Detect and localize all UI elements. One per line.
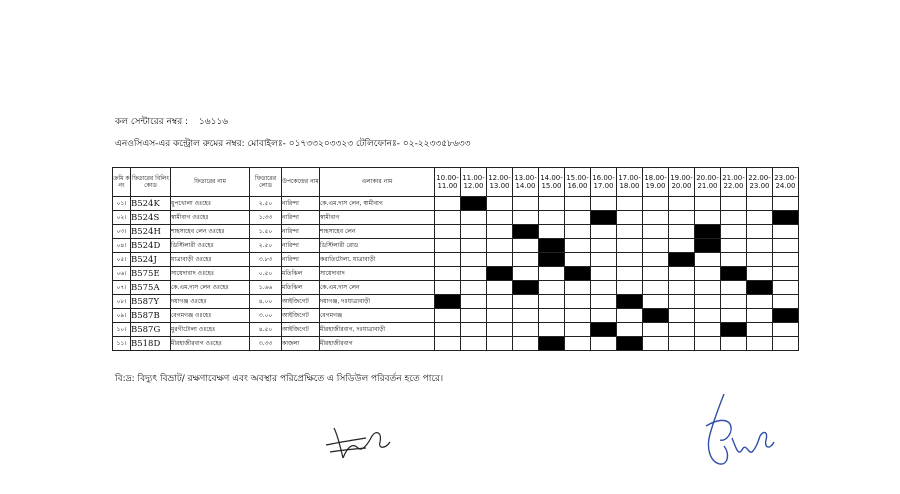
shedding-slot (435, 337, 461, 351)
shedding-slot (695, 197, 721, 211)
area-name: করাতিটোলা, যাত্রাবাড়ী (320, 253, 435, 267)
row-sl: ০৯। (113, 309, 131, 323)
division-name: নারিন্দা (282, 253, 320, 267)
shedding-slot (435, 323, 461, 337)
shedding-slot (747, 253, 773, 267)
row-sl: ০৪। (113, 239, 131, 253)
shedding-slot (487, 211, 513, 225)
shedding-slot (643, 197, 669, 211)
row-sl: ০৫। (113, 253, 131, 267)
call-center-line (115, 114, 228, 129)
shedding-slot (591, 197, 617, 211)
table-row (113, 309, 799, 323)
shedding-slot-filled (513, 225, 539, 239)
division-name: মতিঝিল (282, 281, 320, 295)
shedding-slot (721, 197, 747, 211)
call-center-label: কল সেন্টারের নম্বর : (115, 117, 189, 127)
shedding-slot (487, 225, 513, 239)
feeder-code: B587B (131, 309, 171, 323)
shedding-slot (565, 295, 591, 309)
shedding-slot (487, 309, 513, 323)
shedding-slot (643, 337, 669, 351)
feeder-code: B518D (131, 337, 171, 351)
shedding-slot (617, 323, 643, 337)
shedding-slot (513, 267, 539, 281)
shedding-slot-filled (747, 281, 773, 295)
shedding-slot (721, 225, 747, 239)
shedding-slot (461, 295, 487, 309)
feeder-load: ৪.০০ (250, 295, 282, 309)
shedding-slot (721, 281, 747, 295)
shedding-slot (539, 197, 565, 211)
shedding-slot (773, 281, 799, 295)
hour-header: 20.00-21.00 (695, 168, 721, 197)
feeder-name: ধুপখোলা ওঃহেঃ (171, 197, 250, 211)
feeder-load: ০.৫০ (250, 267, 282, 281)
shedding-slot (643, 211, 669, 225)
area-name: সায়েদাবাদ (320, 267, 435, 281)
shedding-slot (695, 267, 721, 281)
shedding-slot (435, 267, 461, 281)
feeder-name: বেগমগঞ্জ ওঃহেঃ (171, 309, 250, 323)
shedding-slot (513, 239, 539, 253)
feeder-name: দয়াগঞ্জ ওঃহেঃ (171, 295, 250, 309)
shedding-slot (617, 225, 643, 239)
table-header-row (113, 168, 799, 197)
shedding-slot (435, 225, 461, 239)
control-room-line: এনওসিএস-এর কন্ট্রোল রুমের নম্বর: মোবাইলঃ- ০১৭৩৩২০৩৩২৩ টেলিফোনঃ- ০২-২২৩৩৫৮৬৩৩ (115, 139, 471, 149)
hour-header: 10.00-11.00 (435, 168, 461, 197)
shedding-slot (617, 197, 643, 211)
shedding-slot (669, 267, 695, 281)
shedding-slot-filled (617, 337, 643, 351)
shedding-slot (539, 211, 565, 225)
shedding-slot (565, 337, 591, 351)
shedding-slot (591, 239, 617, 253)
shedding-slot (747, 225, 773, 239)
row-sl: ০১। (113, 197, 131, 211)
shedding-slot-filled (721, 323, 747, 337)
shedding-slot (513, 197, 539, 211)
shedding-slot-filled (461, 197, 487, 211)
shedding-slot (747, 295, 773, 309)
shedding-slot (461, 211, 487, 225)
feeder-load: ৩.৮৩ (250, 253, 282, 267)
row-sl: ০৩। (113, 225, 131, 239)
hour-header: 22.00-23.00 (747, 168, 773, 197)
shedding-slot (565, 253, 591, 267)
hour-header: 23.00-24.00 (773, 168, 799, 197)
area-name: মীরহাজীরবাগ, দঃযাত্রাবাড়ী (320, 323, 435, 337)
shedding-slot (539, 323, 565, 337)
hour-header: 11.00-12.00 (461, 168, 487, 197)
shedding-slot (435, 239, 461, 253)
shedding-slot-filled (539, 239, 565, 253)
shedding-slot-filled (591, 323, 617, 337)
area-name: ডিস্টিলারী রোড (320, 239, 435, 253)
shedding-slot (617, 253, 643, 267)
table-row (113, 295, 799, 309)
feeder-name: যাত্রাবাড়ী ওঃহেঃ (171, 253, 250, 267)
shedding-slot (721, 253, 747, 267)
shedding-slot (643, 281, 669, 295)
feeder-name: ডিস্টিলারী ওঃহেঃ (171, 239, 250, 253)
row-sl: ০৮। (113, 295, 131, 309)
hour-header: 13.00-14.00 (513, 168, 539, 197)
hour-header: 19.00-20.00 (669, 168, 695, 197)
shedding-slot (669, 337, 695, 351)
load-shedding-table (112, 167, 799, 351)
shedding-slot (513, 295, 539, 309)
hour-header: 18.00-19.00 (643, 168, 669, 197)
area-name: শাহসাহেব লেন (320, 225, 435, 239)
area-name: দয়াগঞ্জ, দঃযাত্রাবাড়ী (320, 295, 435, 309)
shedding-slot (591, 281, 617, 295)
col-name-header: ফিডারের নাম (171, 168, 250, 197)
division-name: নারিন্দা (282, 197, 320, 211)
table-row (113, 211, 799, 225)
shedding-slot (643, 239, 669, 253)
note-text: বি:দ্র: বিদ্যুৎ বিভ্রাট/ রক্ষণাবেক্ষণ এবং অবস্থার পরিপ্রেক্ষিতে এ সিডিউল পরিবর্তন হতে পারে। (115, 374, 444, 384)
shedding-slot (773, 197, 799, 211)
shedding-slot-filled (695, 225, 721, 239)
feeder-name: শাহসাহেব লেন ওঃহেঃ (171, 225, 250, 239)
shedding-slot (721, 337, 747, 351)
shedding-slot (487, 281, 513, 295)
shedding-slot (539, 295, 565, 309)
shedding-slot (747, 239, 773, 253)
shedding-slot (669, 295, 695, 309)
shedding-slot (487, 253, 513, 267)
shedding-slot (721, 295, 747, 309)
signature-icon (320, 418, 410, 463)
shedding-slot (487, 337, 513, 351)
shedding-slot-filled (695, 239, 721, 253)
shedding-slot (669, 197, 695, 211)
shedding-slot (513, 323, 539, 337)
shedding-slot (513, 337, 539, 351)
feeder-load: ২.৫০ (250, 197, 282, 211)
feeder-code: B524J (131, 253, 171, 267)
feeder-name: স্বামীবাগ ওঃহেঃ (171, 211, 250, 225)
shedding-slot (643, 225, 669, 239)
area-name: বেগমগঞ্জ (320, 309, 435, 323)
shedding-slot-filled (539, 253, 565, 267)
feeder-code: B524K (131, 197, 171, 211)
shedding-slot (461, 337, 487, 351)
shedding-slot (669, 239, 695, 253)
shedding-slot (435, 281, 461, 295)
hour-header: 12.00-13.00 (487, 168, 513, 197)
shedding-slot (461, 281, 487, 295)
shedding-slot (435, 253, 461, 267)
feeder-code: B575A (131, 281, 171, 295)
table-row (113, 267, 799, 281)
shedding-slot-filled (617, 295, 643, 309)
row-sl: ০৭। (113, 281, 131, 295)
shedding-slot (617, 267, 643, 281)
feeder-code: B575E (131, 267, 171, 281)
hour-header: 16.00-17.00 (591, 168, 617, 197)
shedding-slot (695, 323, 721, 337)
shedding-slot (773, 337, 799, 351)
shedding-slot (669, 309, 695, 323)
feeder-load: ১.৩৩ (250, 211, 282, 225)
division-name: কাজলা (282, 337, 320, 351)
shedding-slot (643, 295, 669, 309)
shedding-slot (435, 309, 461, 323)
shedding-slot (591, 337, 617, 351)
col-sl-header: ক্রমি ক নং (113, 168, 131, 197)
shedding-slot (617, 239, 643, 253)
shedding-slot (539, 267, 565, 281)
shedding-slot (773, 267, 799, 281)
row-sl: ১১। (113, 337, 131, 351)
shedding-slot (565, 197, 591, 211)
shedding-slot-filled (591, 211, 617, 225)
feeder-name: মীরহাজীরবাগ ওঃহেঃ (171, 337, 250, 351)
division-name: নারিন্দা (282, 211, 320, 225)
shedding-slot (643, 267, 669, 281)
division-name: আইজিগেট (282, 309, 320, 323)
shedding-slot (669, 211, 695, 225)
shedding-slot-filled (721, 267, 747, 281)
shedding-slot (539, 281, 565, 295)
col-division-header: উপকেন্দ্রের নাম (282, 168, 320, 197)
table-row (113, 225, 799, 239)
shedding-slot (747, 197, 773, 211)
shedding-slot (695, 211, 721, 225)
shedding-slot-filled (643, 309, 669, 323)
shedding-slot (747, 323, 773, 337)
feeder-code: B524D (131, 239, 171, 253)
shedding-slot-filled (435, 295, 461, 309)
shedding-slot (721, 309, 747, 323)
shedding-slot (747, 309, 773, 323)
shedding-slot (461, 309, 487, 323)
shedding-slot (565, 323, 591, 337)
area-name: কে.এম.দাস লেন, স্বামীবাগ (320, 197, 435, 211)
shedding-slot (617, 281, 643, 295)
row-sl: ০২। (113, 211, 131, 225)
shedding-slot (695, 295, 721, 309)
shedding-slot (721, 239, 747, 253)
col-load-header: ফিডারের লোড (250, 168, 282, 197)
shedding-slot (565, 309, 591, 323)
shedding-slot (591, 267, 617, 281)
table-row (113, 239, 799, 253)
feeder-load: ৩.০০ (250, 309, 282, 323)
shedding-slot (565, 281, 591, 295)
shedding-slot (461, 323, 487, 337)
shedding-slot (513, 309, 539, 323)
shedding-slot (591, 253, 617, 267)
area-name: কে.এম.দাস লেন (320, 281, 435, 295)
shedding-slot-filled (773, 211, 799, 225)
shedding-slot (695, 253, 721, 267)
shedding-slot (461, 239, 487, 253)
shedding-slot (773, 253, 799, 267)
shedding-slot (591, 225, 617, 239)
shedding-slot (487, 239, 513, 253)
division-name: মতিঝিল (282, 267, 320, 281)
shedding-slot (643, 253, 669, 267)
feeder-code: B524S (131, 211, 171, 225)
table-row (113, 253, 799, 267)
row-sl: ০৬। (113, 267, 131, 281)
area-name: মীরহাজীরবাগ (320, 337, 435, 351)
shedding-slot (617, 309, 643, 323)
shedding-slot-filled (565, 267, 591, 281)
shedding-slot (669, 225, 695, 239)
shedding-slot (643, 323, 669, 337)
feeder-load: ১.৫০ (250, 225, 282, 239)
shedding-slot (773, 239, 799, 253)
shedding-slot (565, 225, 591, 239)
shedding-slot-filled (773, 309, 799, 323)
shedding-slot (461, 253, 487, 267)
hour-header: 14.00-15.00 (539, 168, 565, 197)
division-name: আইজিগেট (282, 323, 320, 337)
row-sl: ১০। (113, 323, 131, 337)
shedding-slot (773, 295, 799, 309)
shedding-slot (591, 295, 617, 309)
col-area-header: এলাকার নাম (320, 168, 435, 197)
feeder-code: B587G (131, 323, 171, 337)
table-row (113, 323, 799, 337)
shedding-slot (435, 211, 461, 225)
feeder-load: ৩.৩৩ (250, 337, 282, 351)
shedding-slot (773, 225, 799, 239)
shedding-slot (669, 323, 695, 337)
feeder-name: কে.এম.দাস লেন ওঃহেঃ (171, 281, 250, 295)
shedding-slot (747, 337, 773, 351)
hour-header: 21.00-22.00 (721, 168, 747, 197)
shedding-slot (695, 281, 721, 295)
shedding-slot-filled (669, 253, 695, 267)
feeder-code: B587Y (131, 295, 171, 309)
shedding-slot-filled (539, 337, 565, 351)
hour-header: 17.00-18.00 (617, 168, 643, 197)
feeder-code: B524H (131, 225, 171, 239)
call-center-number: ১৬১১৬ (198, 117, 229, 127)
shedding-slot (461, 267, 487, 281)
division-name: নারিন্দা (282, 239, 320, 253)
shedding-slot (487, 323, 513, 337)
table-row (113, 281, 799, 295)
shedding-slot (721, 211, 747, 225)
shedding-slot (617, 211, 643, 225)
feeder-load: ৪.৫০ (250, 323, 282, 337)
shedding-slot (461, 225, 487, 239)
shedding-slot-filled (487, 267, 513, 281)
shedding-slot (487, 295, 513, 309)
shedding-slot (695, 309, 721, 323)
shedding-slot (435, 197, 461, 211)
area-name: স্বামীবাগ (320, 211, 435, 225)
hour-header: 15.00-16.00 (565, 168, 591, 197)
division-name: নারিন্দা (282, 225, 320, 239)
shedding-slot (513, 253, 539, 267)
shedding-slot (539, 309, 565, 323)
feeder-load: ২.৫০ (250, 239, 282, 253)
division-name: আইজিগেট (282, 295, 320, 309)
table-row (113, 197, 799, 211)
shedding-slot (539, 225, 565, 239)
col-code-header: ফিডারের বিলিং কোড (131, 168, 171, 197)
shedding-slot (669, 281, 695, 295)
feeder-name: সায়েদাবাদ ওঃহেঃ (171, 267, 250, 281)
shedding-slot (747, 267, 773, 281)
shedding-slot (773, 323, 799, 337)
shedding-slot (513, 211, 539, 225)
shedding-slot-filled (513, 281, 539, 295)
feeder-load: ১.৬৬ (250, 281, 282, 295)
shedding-slot (747, 211, 773, 225)
feeder-name: মুরগীটোলা ওঃহেঃ (171, 323, 250, 337)
table-row (113, 337, 799, 351)
shedding-slot (565, 211, 591, 225)
shedding-slot (591, 309, 617, 323)
shedding-slot (565, 239, 591, 253)
shedding-slot (695, 337, 721, 351)
signature-icon (690, 390, 780, 475)
shedding-slot (487, 197, 513, 211)
